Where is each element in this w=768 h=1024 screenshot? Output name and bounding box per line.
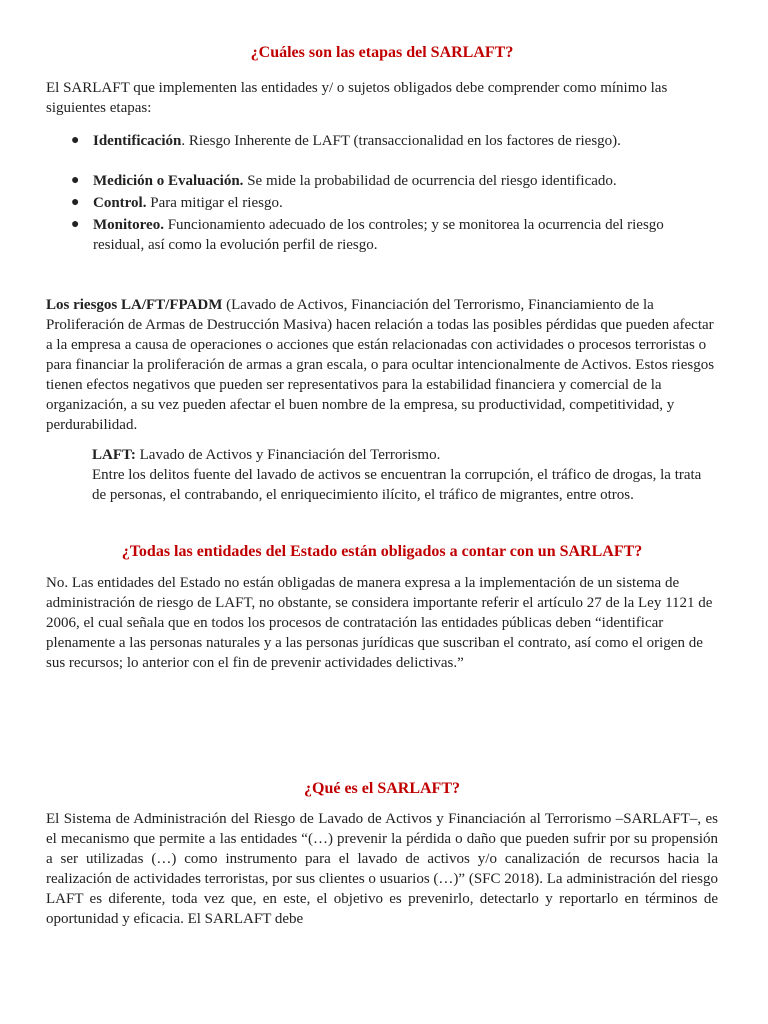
risks-paragraph bbox=[46, 295, 718, 435]
laft-definition bbox=[92, 445, 718, 465]
heading-etapas: ¿Cuáles son las etapas del SARLAFT? bbox=[250, 44, 514, 61]
risks-term: Los riesgos LA/FT/FPADM bbox=[46, 297, 223, 313]
entidades-paragraph: No. Las entidades del Estado no están obligadas de manera expresa a la implementación de un sistema de administración de riesgo de LAFT, no obstante, se considera importante referir el artículo 27 de la Ley 1121 de 2006, el cual señala que en todos los procesos de contratación las entidades públicas deben “identificar plenamente a las personas naturales y a las personas jurídicas que suscriban el contrato, así como el origen de sus recursos; lo anterior con el fin de prevenir actividades delictivas.” bbox=[46, 575, 713, 671]
intro-paragraph: El SARLAFT que implementen las entidades y/ o sujetos obligados debe comprender como mínimo las siguientes etapas: bbox=[46, 80, 668, 116]
stage-text: . Riesgo Inherente de LAFT (transaccionalidad en los factores de riesgo). bbox=[181, 133, 621, 149]
list-item bbox=[46, 193, 718, 213]
heading-que-es: ¿Qué es el SARLAFT? bbox=[304, 780, 460, 797]
laft-term: LAFT: bbox=[92, 447, 136, 463]
list-item bbox=[46, 171, 718, 191]
list-item bbox=[46, 215, 718, 255]
stage-text: Se mide la probabilidad de ocurrencia del riesgo identificado. bbox=[243, 173, 617, 189]
stage-text: Para mitigar el riesgo. bbox=[146, 195, 283, 211]
bullet-icon: ● bbox=[71, 195, 80, 210]
document-page bbox=[46, 0, 718, 929]
list-item bbox=[46, 131, 718, 151]
que-es-paragraph: El Sistema de Administración del Riesgo de Lavado de Activos y Financiación al Terrorismo –SARLAFT–, es el mecanismo que permite a las entidades “(…) prevenir la pérdida o daño que pueden sufrir por su propensión a ser utilizadas (…) como instrumento para el lavado de activos y/o canalización de recursos hacia la realización de actividades terroristas, por sus clientes o usuarios (…)” (SFC 2018). La administración del riesgo LAFT es diferente, toda vez que, en este, el objetivo es prevenirlo, detectarlo y reportarlo en términos de oportunidad y eficacia. El SARLAFT debe bbox=[46, 811, 718, 927]
stage-text: Funcionamiento adecuado de los controles; y se monitorea la ocurrencia del riesgo residual, así como la evolución perfil de riesgo. bbox=[93, 217, 664, 253]
stage-term: Medición o Evaluación. bbox=[93, 173, 244, 189]
stage-term: Control. bbox=[93, 195, 147, 211]
laft-detail: Entre los delitos fuente del lavado de activos se encuentran la corrupción, el tráfico de drogas, la trata de personas, el contrabando, el enriquecimiento ilícito, el tráfico de migrantes, entre otros. bbox=[92, 467, 702, 503]
laft-block bbox=[46, 445, 718, 505]
stages-list bbox=[46, 131, 718, 255]
stage-term: Identificación bbox=[93, 133, 182, 149]
bullet-icon: ● bbox=[71, 173, 80, 188]
laft-text: Lavado de Activos y Financiación del Terrorismo. bbox=[135, 447, 441, 463]
bullet-icon: ● bbox=[71, 217, 80, 232]
bullet-icon: ● bbox=[71, 133, 80, 148]
heading-entidades: ¿Todas las entidades del Estado están obligados a contar con un SARLAFT? bbox=[121, 543, 643, 560]
stage-term: Monitoreo. bbox=[93, 217, 164, 233]
risks-text: (Lavado de Activos, Financiación del Terrorismo, Financiamiento de la Proliferación de Armas de Destrucción Masiva) hacen relación a todas las posibles pérdidas que pueden afectar a la empresa a causa de operaciones o acciones que están relacionadas con actividades o procesos terroristas o para financiar la proliferación de armas a gran escala, o para ocultar intencionalmente de Activos. Estos riesgos tienen efectos negativos que pueden ser representativos para la estabilidad financiera y comercial de la organización, a su vez pueden afectar el buen nombre de la empresa, su productividad, competitividad, y perdurabilidad. bbox=[46, 297, 715, 433]
